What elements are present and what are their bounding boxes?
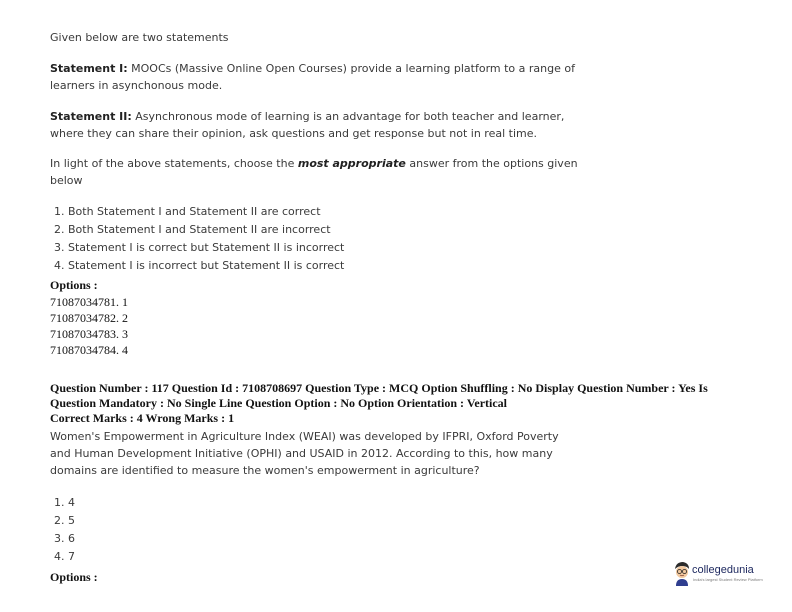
q2-header: Question Number : 117 Question Id : 7108708697 Question Type : MCQ Option Shuffling : No Display Question Number : Yes Is Question Mandatory : No Single Line Question Option : No Option Orientation : Vertical Correct Marks : 4 Wrong Marks : 1 xyxy=(50,381,750,426)
list-item: 4. Statement I is incorrect but Statement II is correct xyxy=(54,259,345,272)
statement-1: Statement I: MOOCs (Massive Online Open Courses) provide a learning platform to a range of learners in asynchonous mode. xyxy=(50,62,575,92)
q1-intro: Given below are two statements xyxy=(50,31,229,44)
q2-choices xyxy=(54,494,75,566)
option-id: 71087034783. 3 xyxy=(50,327,128,341)
marks: Correct Marks : 4 Wrong Marks : 1 xyxy=(50,411,235,425)
q1-choices xyxy=(54,203,344,275)
statement-1-label: Statement I: xyxy=(50,62,128,75)
options-label: Options : xyxy=(50,570,98,584)
list-item: 4. 7 xyxy=(54,550,75,563)
statement-2-label: Statement II: xyxy=(50,110,132,123)
list-item: 3. Statement I is correct but Statement II is incorrect xyxy=(54,241,345,254)
options-label: Options : xyxy=(50,278,98,292)
list-item: 3. 6 xyxy=(54,532,75,545)
mascot-icon xyxy=(672,560,692,588)
emphasis: most appropriate xyxy=(297,157,406,170)
list-item: 1. Both Statement I and Statement II are correct xyxy=(54,205,321,218)
list-item: 2. 5 xyxy=(54,514,75,527)
brand-tagline: India's largest Student Review Platform xyxy=(693,577,763,582)
list-item: 1. 4 xyxy=(54,496,75,509)
option-id: 71087034782. 2 xyxy=(50,311,128,325)
option-id: 71087034781. 1 xyxy=(50,295,128,309)
q2-options xyxy=(50,570,730,585)
collegedunia-logo xyxy=(672,560,776,588)
option-id: 71087034784. 4 xyxy=(50,343,128,357)
q1-prompt: In light of the above statements, choose the most appropriate answer from the options given below xyxy=(50,157,578,187)
statement-2: Statement II: Asynchronous mode of learning is an advantage for both teacher and learner, where they can share their opinion, ask questions and get response but not in real time. xyxy=(50,110,565,140)
list-item: 2. Both Statement I and Statement II are incorrect xyxy=(54,223,331,236)
q2-text: Women's Empowerment in Agriculture Index (WEAI) was developed by IFPRI, Oxford Poverty and Human Development Initiative (OPHI) and USAID in 2012. According to this, how many domains are identified to measure the women's empowerment in agriculture? xyxy=(50,430,559,477)
q1-options xyxy=(50,278,730,358)
brand-name: collegedunia xyxy=(692,564,754,576)
